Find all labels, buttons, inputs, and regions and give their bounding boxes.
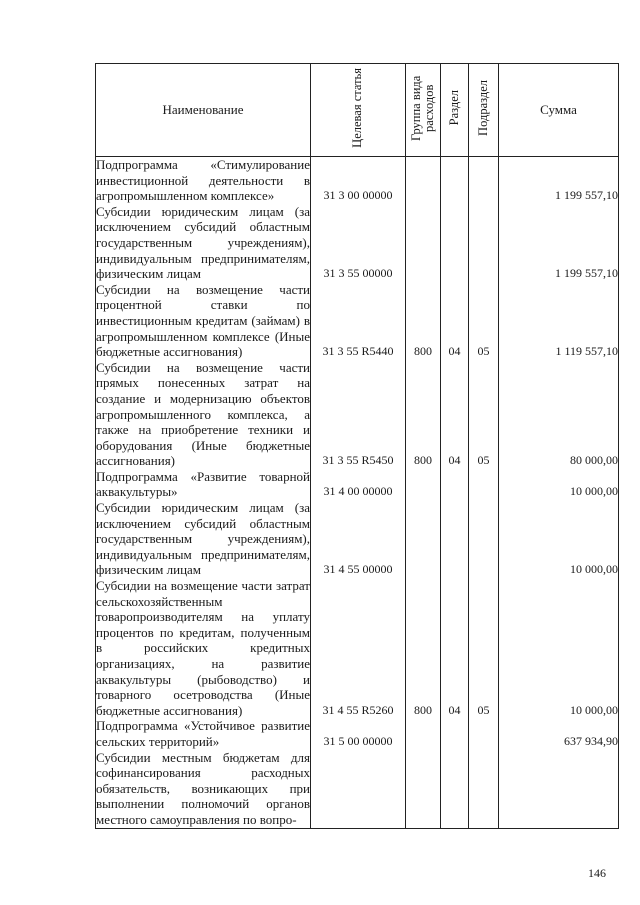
page-number: 146 bbox=[588, 866, 606, 880]
row-sum: 637 934,90 bbox=[499, 718, 619, 749]
row-target: 31 3 55 R5450 bbox=[311, 360, 406, 469]
row-target: 31 4 55 00000 bbox=[311, 500, 406, 578]
row-group bbox=[406, 157, 441, 204]
header-name: Наименование bbox=[96, 64, 311, 157]
row-sum: 80 000,00 bbox=[499, 360, 619, 469]
row-name: Подпрограмма «Развитие товарной аквакультуры» bbox=[96, 468, 310, 500]
header-subsection: Подраздел bbox=[469, 64, 499, 157]
row-section bbox=[441, 157, 469, 204]
row-subsection bbox=[469, 750, 499, 828]
row-group bbox=[406, 750, 441, 828]
row-subsection bbox=[469, 718, 499, 749]
row-section bbox=[441, 718, 469, 749]
table-row bbox=[96, 718, 619, 749]
row-target: 31 3 55 R5440 bbox=[311, 282, 406, 360]
row-target: 31 4 00 00000 bbox=[311, 469, 406, 500]
row-group: 800 bbox=[406, 282, 441, 360]
row-name: Субсидии местным бюджетам для софинансирования расходных обязательств, возникающих при выполнении полномочий органов местного самоуправления по вопро- bbox=[96, 749, 310, 827]
row-sum: 10 000,00 bbox=[499, 469, 619, 500]
row-section bbox=[441, 469, 469, 500]
row-sum: 1 199 557,10 bbox=[499, 157, 619, 204]
row-subsection bbox=[469, 157, 499, 204]
row-name: Субсидии на возмещение части процентной ставки по инвестиционным кредитам (займам) в агропромышленном комплексе (Иные бюджетные ассигнования) bbox=[96, 281, 310, 360]
row-name: Субсидии юридическим лицам (за исключением субсидий областным государственным учреждениям), индивидуальным предпринимателям, физическим лицам bbox=[96, 500, 310, 578]
row-subsection: 05 bbox=[469, 578, 499, 718]
row-section bbox=[441, 750, 469, 828]
header-row bbox=[96, 64, 619, 157]
row-section: 04 bbox=[441, 578, 469, 718]
row-target: 31 3 55 00000 bbox=[311, 204, 406, 282]
header-target: Целевая статья bbox=[311, 64, 406, 157]
row-sum: 1 199 557,10 bbox=[499, 204, 619, 282]
table-row bbox=[96, 578, 619, 718]
row-target bbox=[311, 750, 406, 828]
header-sum: Сумма bbox=[499, 64, 619, 157]
table-row bbox=[96, 157, 619, 204]
table-row bbox=[96, 469, 619, 500]
row-group bbox=[406, 500, 441, 578]
row-group bbox=[406, 718, 441, 749]
row-section bbox=[441, 204, 469, 282]
table-row bbox=[96, 500, 619, 578]
row-subsection bbox=[469, 204, 499, 282]
row-group bbox=[406, 204, 441, 282]
row-sum bbox=[499, 750, 619, 828]
row-section bbox=[441, 500, 469, 578]
row-section: 04 bbox=[441, 360, 469, 469]
row-target: 31 5 00 00000 bbox=[311, 718, 406, 749]
row-subsection bbox=[469, 469, 499, 500]
table-row bbox=[96, 204, 619, 282]
budget-table bbox=[95, 63, 619, 829]
row-sum: 10 000,00 bbox=[499, 578, 619, 718]
row-name: Субсидии на возмещение части прямых понесенных затрат на создание и модернизацию объектов агропромышленного комплекса, а также на приобретение техники и оборудования (Иные бюджетные ассигнования) bbox=[96, 359, 310, 469]
row-subsection: 05 bbox=[469, 360, 499, 469]
row-group: 800 bbox=[406, 360, 441, 469]
row-subsection bbox=[469, 500, 499, 578]
row-subsection: 05 bbox=[469, 282, 499, 360]
header-group: Группа вида расходов bbox=[406, 64, 441, 157]
table-row bbox=[96, 282, 619, 360]
table-row bbox=[96, 750, 619, 828]
table-row bbox=[96, 360, 619, 469]
row-name: Подпрограмма «Стимулирование инвестиционной деятельности в агропромышленном комплексе» bbox=[96, 157, 310, 204]
row-name: Подпрограмма «Устойчивое развитие сельских территорий» bbox=[96, 718, 310, 749]
row-name: Субсидии на возмещение части затрат сельскохозяйственным товаропроизводителям на уплату процентов по кредитам, полученным в российских кредитных организациях, на развитие аквакультуры (рыбоводство) и товарного осетроводства (Иные бюджетные ассигнования) bbox=[96, 578, 310, 718]
row-target: 31 4 55 R5260 bbox=[311, 578, 406, 718]
row-group: 800 bbox=[406, 578, 441, 718]
row-section: 04 bbox=[441, 282, 469, 360]
row-name: Субсидии юридическим лицам (за исключением субсидий областным государственным учреждениям), индивидуальным предпринимателям, физическим лицам bbox=[96, 203, 310, 282]
row-sum: 1 119 557,10 bbox=[499, 282, 619, 360]
row-group bbox=[406, 469, 441, 500]
row-target: 31 3 00 00000 bbox=[311, 157, 406, 204]
header-section: Раздел bbox=[441, 64, 469, 157]
row-sum: 10 000,00 bbox=[499, 500, 619, 578]
